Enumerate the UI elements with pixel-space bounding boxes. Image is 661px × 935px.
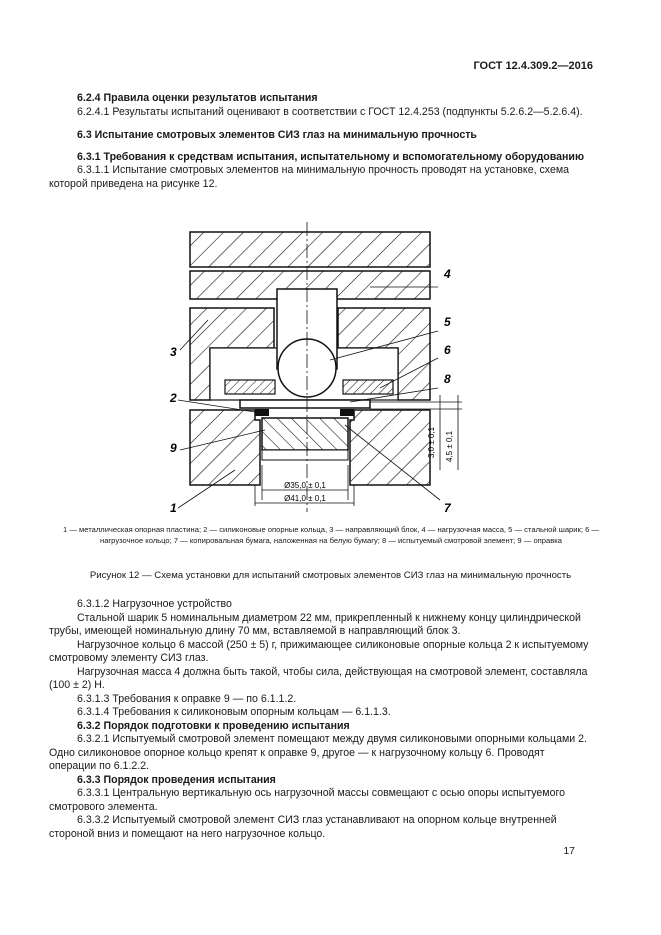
top-plate — [190, 232, 430, 267]
callout-1: 1 — [170, 501, 177, 515]
figure-caption: Рисунок 12 — Схема установки для испытаний смотровых элементов СИЗ глаз на минимальную прочность — [89, 570, 572, 581]
paragraph: 6.3.3.1 Центральную вертикальную ось нагрузочной массы совмещают с осью опоры испытуемого смотрового элемента. — [49, 787, 566, 813]
base-plate-left — [190, 410, 260, 485]
paragraph: 6.3.2.1 Испытуемый смотровой элемент помещают между двумя силиконовыми опорными кольцами 2. Одно силиконовое опорное кольцо крепят к оправке 9, другое — к нагрузочному кольцу 6. Проводят операции по 6.1.2.2. — [49, 733, 587, 772]
paragraph: Стальной шарик 5 номинальным диаметром 22 мм, прикрепленный к нижнему концу цилиндрической трубы, имеющей номинальную длину 70 мм, вставляемой в направляющий блок 3. — [49, 611, 581, 637]
paragraph: 6.3.3.2 Испытуемый смотровой элемент СИЗ глаз устанавливают на опорном кольце внутренней стороной вниз и помещают на него нагрузочное кольцо. — [49, 814, 557, 840]
silicone-ring — [340, 409, 354, 416]
callout-9: 9 — [170, 441, 177, 455]
silicone-ring — [255, 409, 269, 416]
dim-d41: Ø41,0 ± 0,1 — [284, 494, 326, 503]
dim-h45: 4,5 ± 0,1 — [445, 430, 454, 462]
callout-2: 2 — [170, 391, 177, 405]
callout-7: 7 — [444, 501, 451, 515]
paragraph: 6.3.1.4 Требования к силиконовым опорным кольцам — 6.1.1.3. — [77, 706, 391, 718]
paragraph: 6.3.1.1 Испытание смотровых элементов на минимальную прочность проводят на установке, схема которой приведена на рисунке 12. — [49, 164, 570, 190]
figure-12-diagram — [150, 220, 480, 520]
load-ring-right — [343, 380, 393, 394]
paragraph: Нагрузочная масса 4 должна быть такой, чтобы сила, действующая на смотровой элемент, составляла (100 ± 2) Н. — [49, 665, 588, 691]
section-heading: 6.3.1 Требования к средствам испытания, испытательному и вспомогательному оборудованию — [77, 150, 584, 163]
document-header: ГОСТ 12.4.309.2—2016 — [473, 60, 593, 72]
paragraph: Нагрузочное кольцо 6 массой (250 ± 5) г, прижимающее силиконовые опорные кольца 2 к испытуемому смотровому элементу СИЗ глаз. — [49, 638, 589, 664]
section-heading: 6.2.4 Правила оценки результатов испытания — [77, 92, 318, 104]
dim-h30: 3,0 ± 0,1 — [427, 426, 436, 458]
paragraph: 6.3.1.3 Требования к оправке 9 — по 6.1.1.2. — [77, 692, 297, 705]
mandrel — [262, 418, 348, 450]
top-text — [49, 92, 594, 191]
section-heading: 6.3.3 Порядок проведения испытания — [77, 773, 276, 786]
callout-4: 4 — [444, 267, 451, 281]
bottom-text — [49, 598, 594, 841]
callout-6: 6 — [444, 343, 451, 357]
callout-5: 5 — [444, 315, 451, 329]
base-plate-right — [350, 410, 430, 485]
dim-d35: Ø35,0 ± 0,1 — [284, 481, 326, 490]
section-heading: 6.3 Испытание смотровых элементов СИЗ глаз на минимальную прочность — [77, 129, 477, 141]
figure-legend: 1 — металлическая опорная пластина; 2 — силиконовые опорные кольца, 3 — направляющий блок, 4 — нагрузочная масса, 5 — стальной шарик; 6 — нагрузочное кольцо; 7 — копировальная бумага, наложенная на белую бумагу; 8 — испытуемый смотровой элемент; 9 — оправка — [62, 525, 599, 545]
load-ring-left — [225, 380, 275, 394]
callout-8: 8 — [444, 372, 451, 386]
test-element — [240, 400, 370, 408]
paragraph: 6.3.1.2 Нагрузочное устройство — [77, 598, 232, 610]
section-heading: 6.3.2 Порядок подготовки к проведению испытания — [77, 719, 350, 732]
paragraph: 6.2.4.1 Результаты испытаний оценивают в соответствии с ГОСТ 12.4.253 (подпункты 5.2.6.2—5.2.6.4). — [77, 105, 583, 118]
callout-3: 3 — [170, 345, 177, 359]
page-number: 17 — [563, 845, 575, 857]
